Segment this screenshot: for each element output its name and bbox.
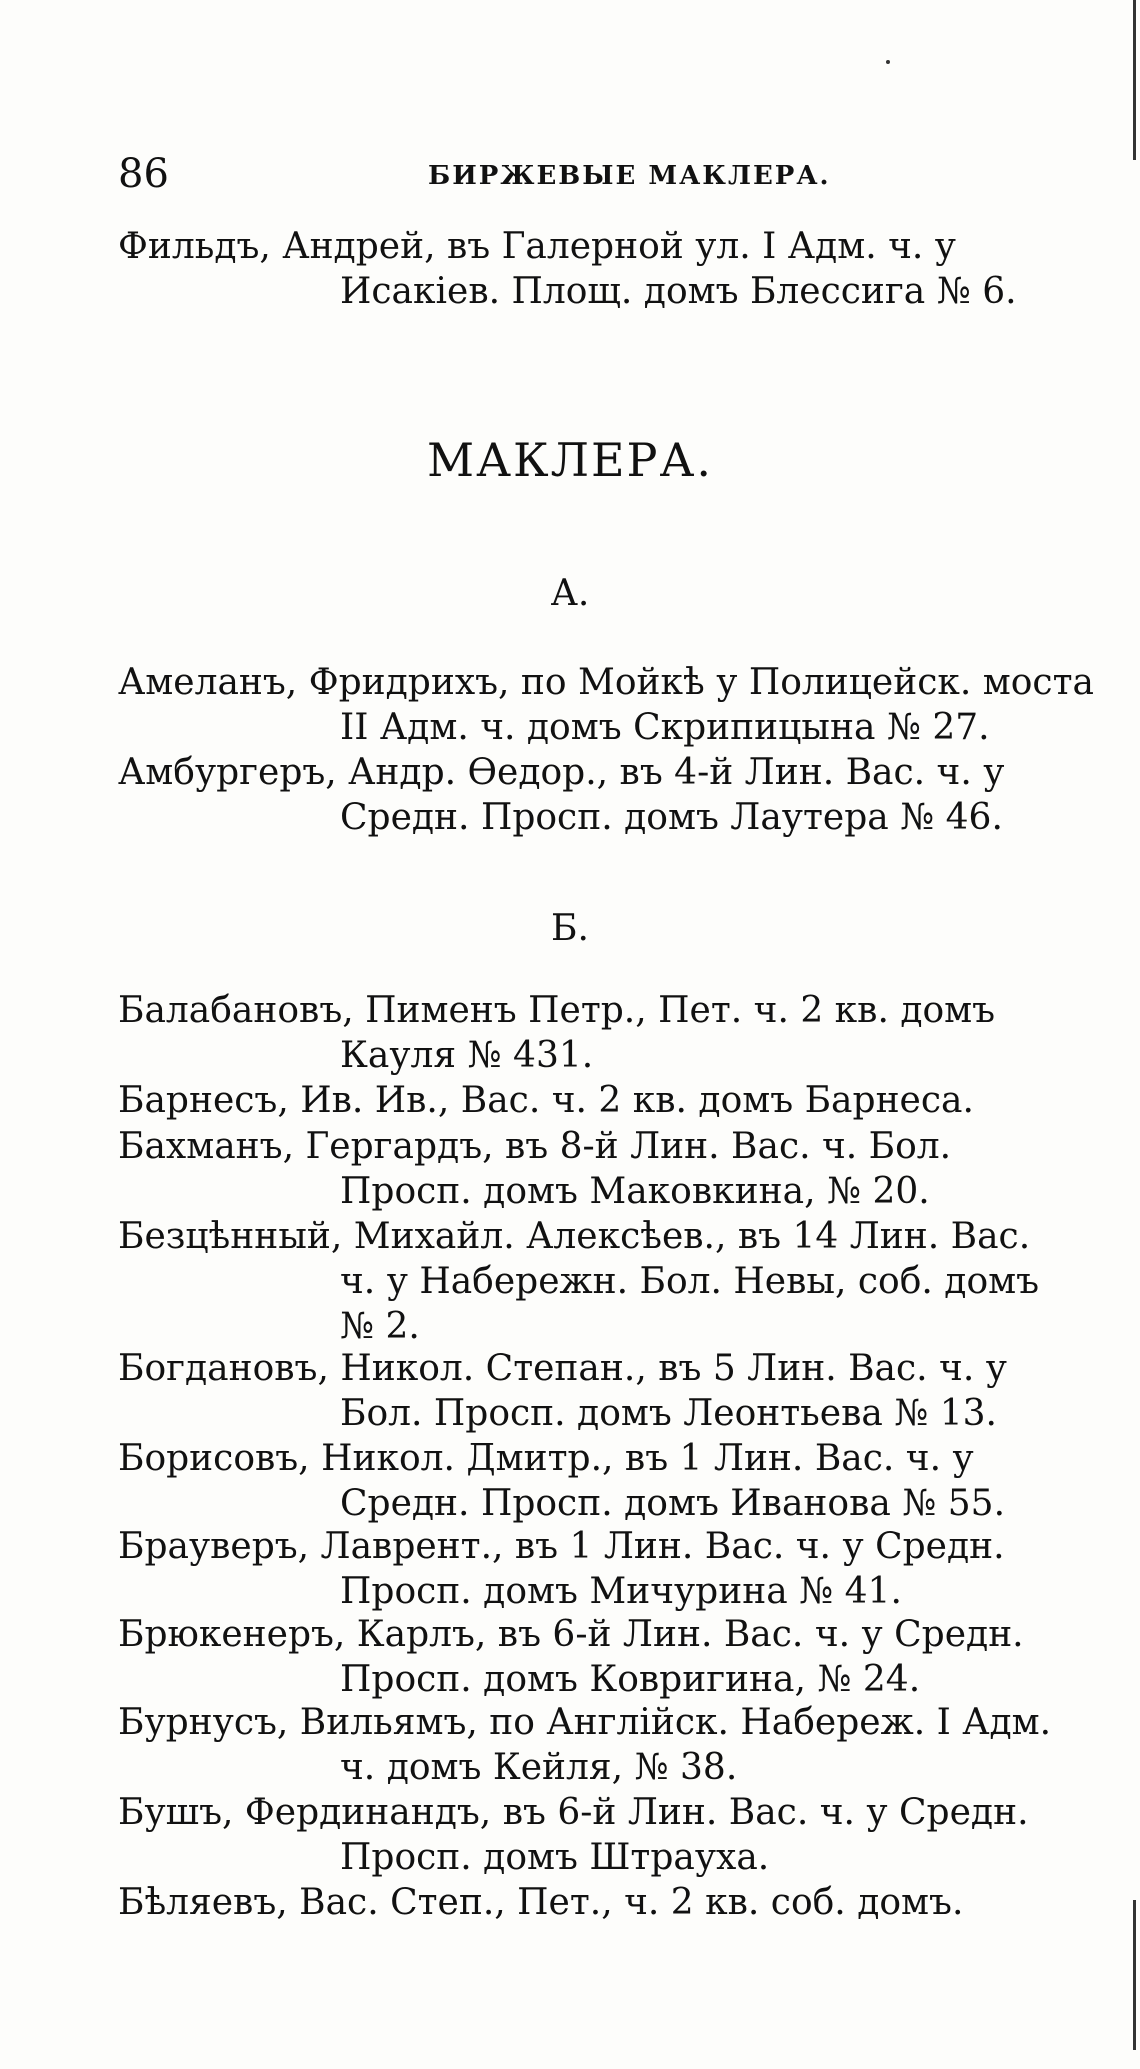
entry-line-1: Борисовъ, Никол. Дмитр., въ 1 Лин. Вас. ч. у (118, 1438, 974, 1479)
entry-line-2: ч. домъ Кейля, № 38. (340, 1747, 738, 1788)
entry-amburger (118, 750, 1118, 840)
entry-line-1: Брауверъ, Лаврент., въ 1 Лин. Вас. ч. у Средн. (118, 1526, 1005, 1567)
entry-line-2: Просп. домъ Штрауха. (340, 1837, 770, 1878)
entry-line-1: Барнесъ, Ив. Ив., Вас. ч. 2 кв. домъ Барнеса. (118, 1080, 974, 1121)
entry-line-1: Брюкенеръ, Карлъ, въ 6-й Лин. Вас. ч. у Средн. (118, 1614, 1024, 1655)
entry-balabanov (118, 988, 1118, 1078)
entry-line-2: Просп. домъ Мичурина № 41. (340, 1571, 902, 1612)
entry-amelan (118, 660, 1118, 750)
entry-line-1: Амеланъ, Фридрихъ, по Мойкѣ у Полицейск. моста (118, 662, 1094, 703)
entry-line-2: Просп. домъ Маковкина, № 20. (340, 1171, 930, 1212)
entry-line-1: Безцѣнный, Михайл. Алексѣев., въ 14 Лин. Вас. (118, 1216, 1031, 1257)
entry-bryukener (118, 1612, 1118, 1702)
scan-speck (886, 60, 890, 64)
entry-bush (118, 1790, 1118, 1880)
page-number: 86 (118, 151, 169, 197)
entry-line-2: Просп. домъ Ковригина, № 24. (340, 1659, 921, 1700)
entry-line-1: Бурнусъ, Вильямъ, по Англiйск. Набереж. I Адм. (118, 1702, 1052, 1743)
scan-edge-bottom (1133, 1900, 1136, 2050)
entry-line-2: Средн. Просп. домъ Лаутера № 46. (340, 797, 1003, 838)
entry-line-1: Бахманъ, Гергардъ, въ 8-й Лин. Вас. ч. Бол. (118, 1126, 952, 1167)
entry-line-3: № 2. (340, 1306, 420, 1347)
entry-bakhman (118, 1124, 1118, 1214)
page-header (118, 148, 1038, 200)
entry-line-2: Исакiев. Площ. домъ Блессига № 6. (340, 271, 1017, 312)
entry-line-2: Кауля № 431. (340, 1035, 594, 1076)
entry-brauver (118, 1524, 1118, 1614)
letter-heading-a: А. (550, 573, 590, 614)
entry-beztsenny (118, 1214, 1118, 1349)
section-title: МАКЛЕРА. (427, 433, 713, 487)
entry-line-2: Бол. Просп. домъ Леонтьева № 13. (340, 1393, 997, 1434)
entry-line-1: Балабановъ, Пименъ Петр., Пет. ч. 2 кв. домъ (118, 990, 996, 1031)
entry-line-1: Бушъ, Фердинандъ, въ 6-й Лин. Вас. ч. у Средн. (118, 1792, 1029, 1833)
entry-bogdanov (118, 1346, 1118, 1436)
entry-line-1: Фильдъ, Андрей, въ Галерной ул. I Адм. ч. у (118, 226, 956, 267)
scan-edge-top (1133, 0, 1136, 160)
entry-line-1: Бѣляевъ, Вас. Степ., Пет., ч. 2 кв. соб. домъ. (118, 1882, 964, 1923)
entry-belyaev (118, 1880, 1118, 1925)
entry-line-1: Богдановъ, Никол. Степан., въ 5 Лин. Вас. ч. у (118, 1348, 1007, 1389)
entry-line-1: Амбургеръ, Андр. Өедор., въ 4-й Лин. Вас. ч. у (118, 752, 1005, 793)
entry-borisov (118, 1436, 1118, 1526)
entry-line-2: Средн. Просп. домъ Иванова № 55. (340, 1483, 1006, 1524)
letter-heading-b: Б. (551, 908, 589, 949)
entry-line-2: ч. у Набережн. Бол. Невы, соб. домъ (340, 1261, 1040, 1302)
intro-entry (118, 224, 1118, 314)
entry-line-2: II Адм. ч. домъ Скрипицына № 27. (340, 707, 990, 748)
running-title: БИРЖЕВЫЕ МАКЛЕРА. (428, 161, 831, 191)
entry-barnes (118, 1078, 1118, 1123)
entry-burnus (118, 1700, 1118, 1790)
